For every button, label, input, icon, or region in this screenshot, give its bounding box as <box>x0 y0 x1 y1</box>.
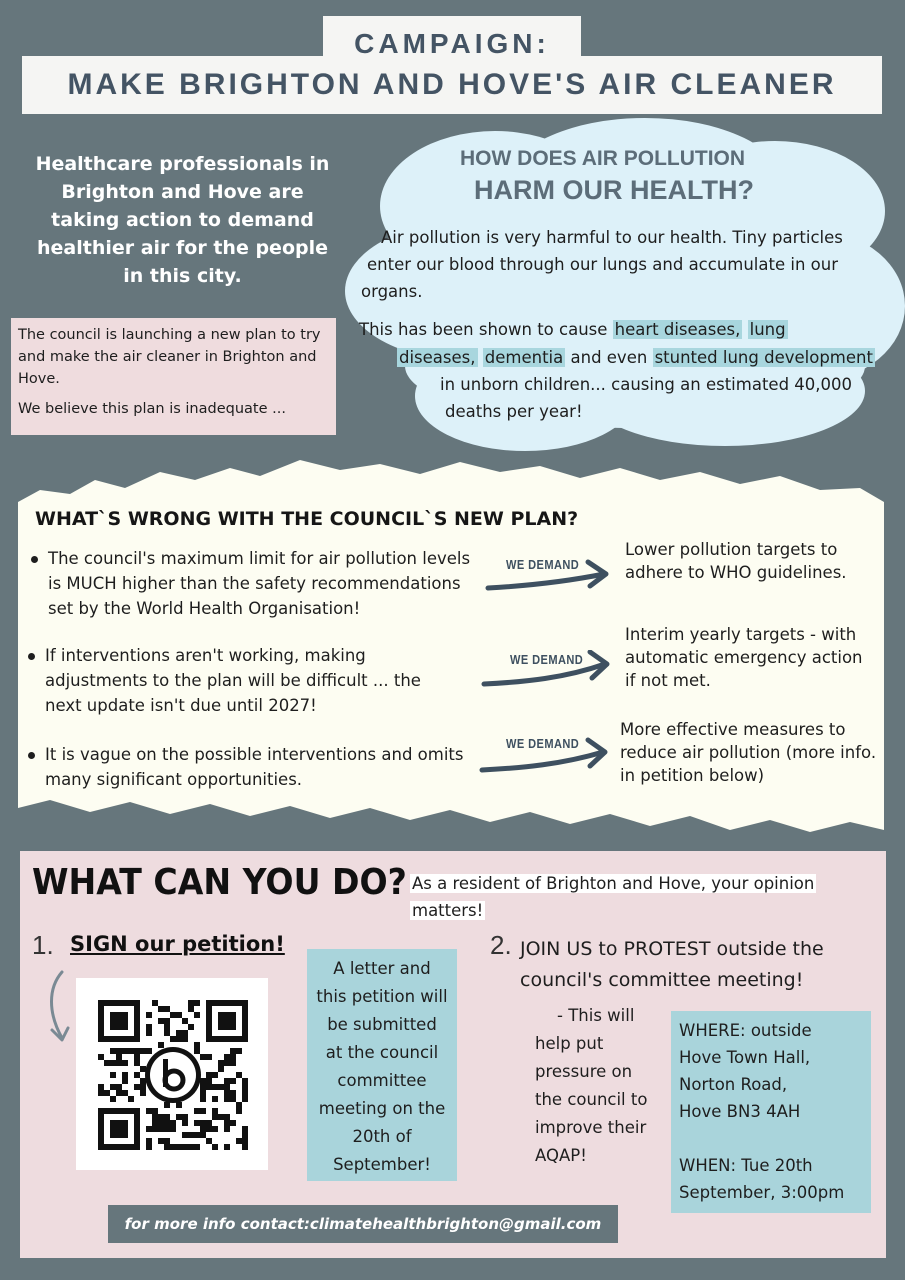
protest-line: council's committee meeting! <box>520 969 804 991</box>
council-plan-box <box>11 318 336 435</box>
letter-line: be submitted <box>327 1015 437 1034</box>
bullet-line: If interventions aren't working, making <box>45 646 366 665</box>
step1-number: 1. <box>32 930 54 960</box>
arrow-right-icon <box>484 556 614 596</box>
arrow-right-icon <box>480 650 615 690</box>
result-line: if not met. <box>625 671 711 690</box>
intro-text: Healthcare professionals in Brighton and Hove are taking action to demand healthier air for the people in this city. <box>35 153 330 287</box>
resident-text <box>410 870 870 924</box>
cloud-text-line: enter our blood through our lungs and accumulate in our <box>367 255 838 274</box>
letter-line: September! <box>333 1155 431 1174</box>
bullet-dot <box>28 653 35 660</box>
where-line: WHERE: outside <box>679 1021 812 1040</box>
result-line: automatic emergency action <box>625 648 863 667</box>
highlight-diseases: diseases, <box>399 348 476 367</box>
pressure-line: AQAP! <box>535 1146 587 1165</box>
page-title: MAKE BRIGHTON AND HOVE'S AIR CLEANER <box>22 56 882 114</box>
cloud-text-line: Air pollution is very harmful to our health. Tiny particles <box>381 228 843 247</box>
letter-line: at the council <box>325 1043 439 1062</box>
highlight-dementia: dementia <box>484 348 564 367</box>
letter-line: this petition will <box>316 987 448 1006</box>
qr-code-icon <box>76 978 268 1170</box>
bullet-dot <box>28 752 35 759</box>
pressure-line: - This will <box>557 1006 635 1025</box>
cloud-text-line <box>397 344 875 371</box>
pressure-line: improve their <box>535 1118 647 1137</box>
pressure-line: pressure on <box>535 1062 633 1081</box>
bullet-line: many significant opportunities. <box>45 770 303 789</box>
cloud-text-line <box>359 316 788 343</box>
resident-line: As a resident of Brighton and Hove, your opinion <box>412 874 815 893</box>
we-demand-label-2: WE DEMAND <box>510 652 584 667</box>
plan-heading: WHAT`S WRONG WITH THE COUNCIL`S NEW PLAN? <box>35 508 579 530</box>
resident-line: matters! <box>412 901 484 920</box>
bullet-line: The council's maximum limit for air pollution levels <box>48 549 471 568</box>
where-line: Norton Road, <box>679 1075 788 1094</box>
highlight-stunted-lung-development: stunted lung development <box>654 348 873 367</box>
bullet-line: It is vague on the possible interventions and omits <box>45 745 464 764</box>
pressure-line: help put <box>535 1034 604 1053</box>
letter-line: committee <box>337 1071 427 1090</box>
where-line: Hove Town Hall, <box>679 1048 811 1067</box>
we-demand-label-3: WE DEMAND <box>506 736 580 751</box>
petition-qr-code[interactable] <box>76 978 268 1170</box>
letter-line: A letter and <box>333 959 431 978</box>
result-line: More effective measures to <box>620 720 846 739</box>
plan-bullet-2 <box>45 643 485 718</box>
campaign-label: CAMPAIGN: <box>323 16 581 64</box>
plan-bullet-3 <box>45 742 495 792</box>
protest-step <box>520 934 880 996</box>
pressure-text <box>535 1002 665 1170</box>
where-line: Hove BN3 4AH <box>679 1102 801 1121</box>
bullet-line: is MUCH higher than the safety recommendations <box>48 574 461 593</box>
cloud-heading-line1: HOW DOES AIR POLLUTION <box>460 147 746 170</box>
cloud-text-prefix: This has been shown to cause <box>359 320 613 339</box>
result-line: adhere to WHO guidelines. <box>625 563 847 582</box>
highlight-lung: lung <box>749 320 786 339</box>
council-plan-text: The council is launching a new plan to try and make the air cleaner in Brighton and Hove. <box>18 327 321 387</box>
bullet-line: next update isn't due until 2027! <box>45 696 317 715</box>
demand-result-2 <box>625 623 863 692</box>
result-line: reduce air pollution (more info. <box>620 743 877 762</box>
bullet-line: set by the World Health Organisation! <box>48 599 361 618</box>
result-line: Interim yearly targets - with <box>625 625 857 644</box>
plan-bullet-1 <box>48 546 488 621</box>
when-line: WHEN: Tue 20th <box>679 1156 813 1175</box>
highlight-heart-diseases: heart diseases, <box>614 320 741 339</box>
cloud-heading-line2: HARM OUR HEALTH? <box>474 175 754 205</box>
letter-line: meeting on the <box>318 1099 446 1118</box>
where-when-box <box>671 1011 871 1213</box>
cloud-text-line: organs. <box>361 282 423 301</box>
bullet-line: adjustments to the plan will be difficult ... the <box>45 671 421 690</box>
letter-info-box <box>307 949 457 1181</box>
arrow-right-icon <box>478 736 613 776</box>
we-demand-label-1: WE DEMAND <box>506 557 580 572</box>
cloud-text-line: in unborn children... causing an estimated 40,000 <box>440 375 853 394</box>
inadequate-text: We believe this plan is inadequate ... <box>18 401 286 417</box>
letter-line: 20th of <box>352 1127 412 1146</box>
pressure-line: the council to <box>535 1090 648 1109</box>
cloud-text-line: deaths per year! <box>445 402 583 421</box>
action-heading: WHAT CAN YOU DO? <box>32 862 407 903</box>
step2-number: 2. <box>490 930 512 960</box>
when-line: September, 3:00pm <box>679 1183 845 1202</box>
protest-line: JOIN US to PROTEST outside the <box>520 938 824 960</box>
demand-result-1 <box>625 538 847 584</box>
cloud-text-mid: and even <box>565 348 653 367</box>
sign-petition-link[interactable]: SIGN our petition! <box>70 932 285 956</box>
demand-result-3 <box>620 718 876 787</box>
contact-email[interactable]: for more info contact:climatehealthbrighton@gmail.com <box>108 1205 618 1243</box>
result-line: in petition below) <box>620 766 765 785</box>
bullet-dot <box>31 556 38 563</box>
result-line: Lower pollution targets to <box>625 540 838 559</box>
curved-arrow-down-icon <box>42 968 72 1048</box>
